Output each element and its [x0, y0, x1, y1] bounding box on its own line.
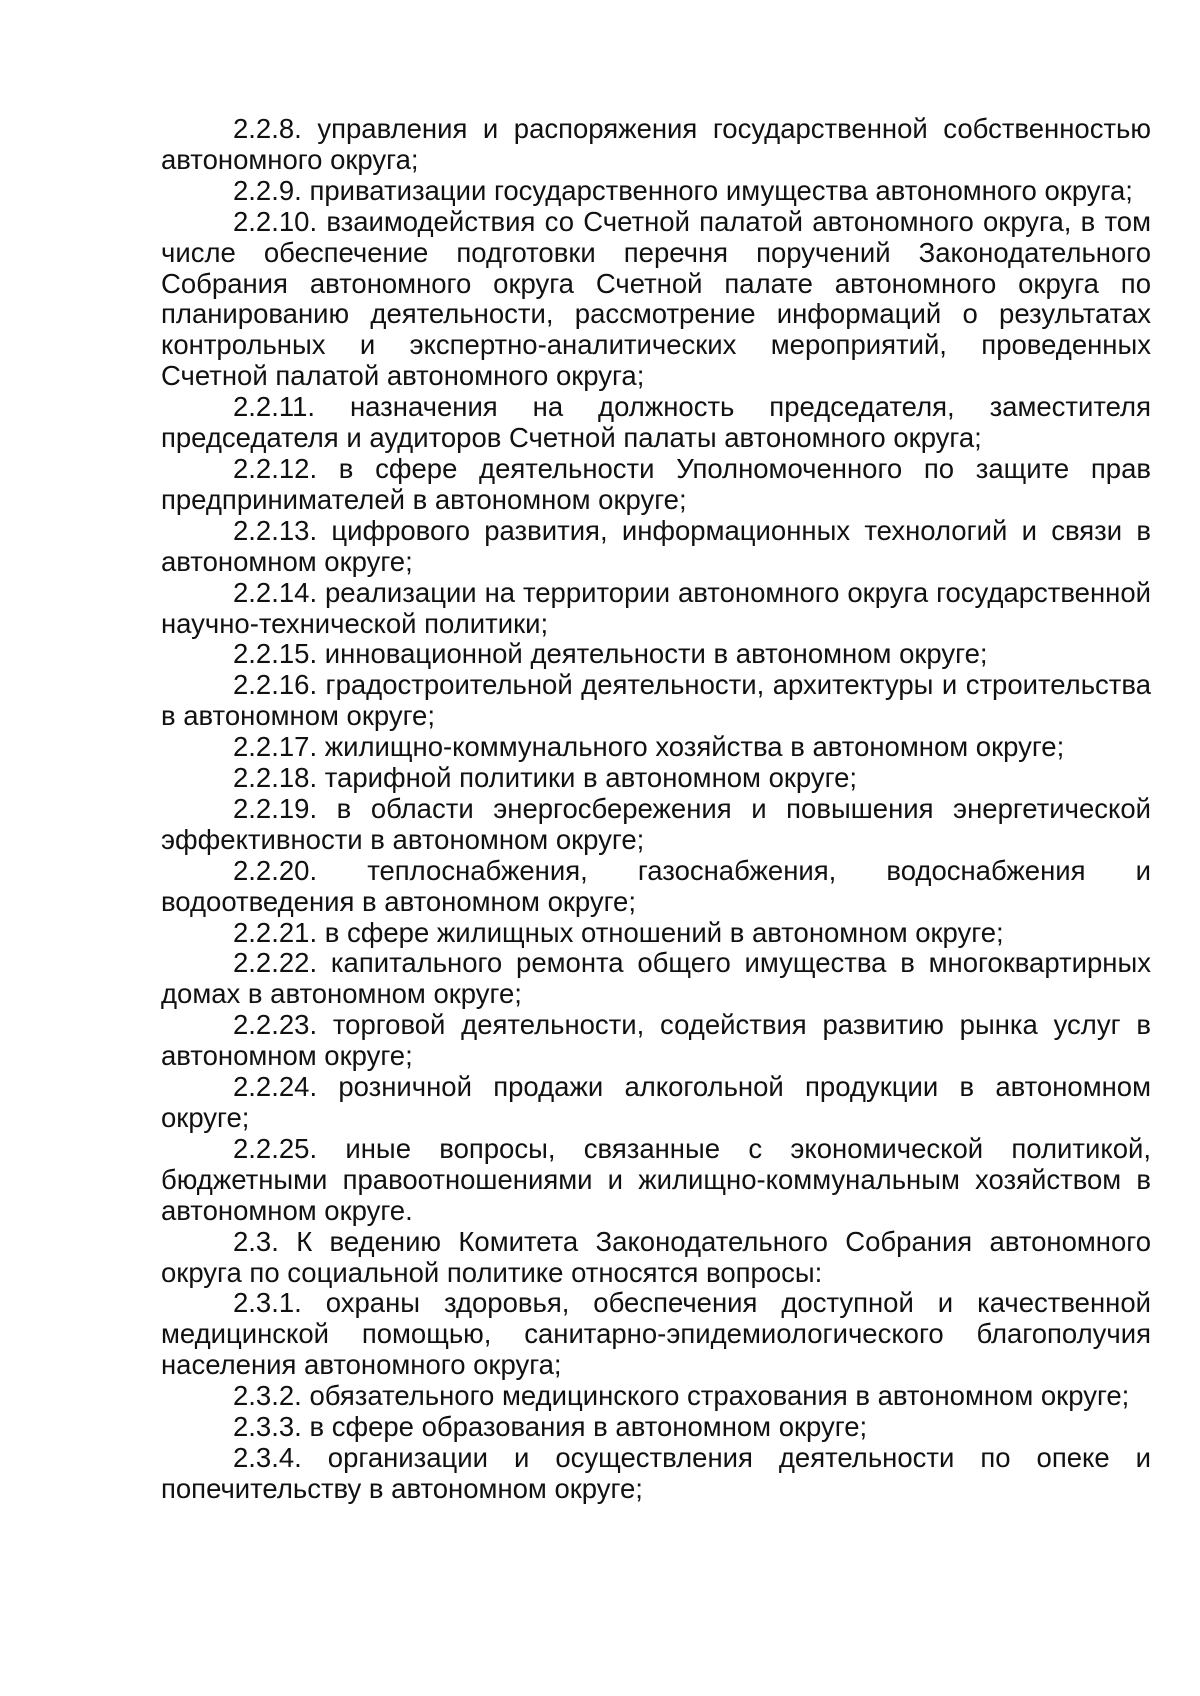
paragraph-2-2-8: 2.2.8. управления и распоряжения государственной собственностью автономного округа; [161, 113, 1151, 175]
paragraph-2-2-22: 2.2.22. капитального ремонта общего имущества в многоквартирных домах в автономном округе; [161, 947, 1151, 1010]
paragraph-2-2-17: 2.2.17. жилищно-коммунального хозяйства в автономном округе; [233, 731, 1065, 763]
paragraph-2-2-24: 2.2.24. розничной продажи алкогольной продукции в автономном округе; [161, 1071, 1151, 1133]
paragraph-2-2-18: 2.2.18. тарифной политики в автономном округе; [233, 762, 858, 794]
paragraph-2-2-13: 2.2.13. цифрового развития, информационных технологий и связи в автономном округе; [161, 514, 1151, 577]
paragraph-2-2-9: 2.2.9. приватизации государственного имущества автономного округа; [233, 174, 1133, 206]
paragraph-2-3-3: 2.3.3. в сфере образования в автономном округе; [233, 1411, 868, 1443]
paragraph-2-2-25: 2.2.25. иные вопросы, связанные с экономической политикой, бюджетными правоотношениями и жилищно-коммунальным хозяйством в автономном округе. [161, 1132, 1151, 1226]
paragraph-2-2-12: 2.2.12. в сфере деятельности Уполномоченного по защите прав предпринимателей в автономном округе; [161, 452, 1151, 515]
paragraph-2-2-15: 2.2.15. инновационной деятельности в автономном округе; [233, 638, 988, 670]
paragraph-2-2-21: 2.2.21. в сфере жилищных отношений в автономном округе; [233, 916, 1004, 948]
paragraph-2-3-1: 2.3.1. охраны здоровья, обеспечения доступной и качественной медицинской помощью, санитарно-эпидемиологического благополучия населения автономного округа; [161, 1287, 1151, 1381]
paragraph-2-2-14: 2.2.14. реализации на территории автономного округа государственной научно-технической политики; [161, 576, 1151, 639]
paragraph-2-2-11: 2.2.11. назначения на должность председателя, заместителя председателя и аудиторов Счетной палаты автономного округа; [161, 391, 1151, 454]
paragraph-2-2-19: 2.2.19. в области энергосбережения и повышения энергетической эффективности в автономном округе; [161, 792, 1151, 855]
paragraph-2-2-10: 2.2.10. взаимодействия со Счетной палатой автономного округа, в том числе обеспечение подготовки перечня поручений Законодательного Собрания автономного округа Счетной палате автономного округа по планированию деятельности, рассмотрение информаций о результатах контрольных и экспертно-аналитических мероприятий, проведенных Счетной палатой автономного округа; [161, 205, 1151, 392]
paragraph-2-2-16: 2.2.16. градостроительной деятельности, архитектуры и строительства в автономном округе; [161, 669, 1151, 732]
paragraph-2-2-20: 2.2.20. теплоснабжения, газоснабжения, водоснабжения и водоотведения в автономном округе; [161, 854, 1151, 917]
document-page [161, 114, 1151, 1505]
paragraph-2-2-23: 2.2.23. торговой деятельности, содействия развитию рынка услуг в автономном округе; [161, 1009, 1151, 1072]
paragraph-2-3-2: 2.3.2. обязательного медицинского страхования в автономном округе; [233, 1380, 1130, 1412]
paragraph-2-3: 2.3. К ведению Комитета Законодательного Собрания автономного округа по социальной политике относятся вопросы: [161, 1225, 1151, 1288]
paragraph-2-3-4: 2.3.4. организации и осуществления деятельности по опеке и попечительству в автономном округе; [161, 1441, 1151, 1504]
